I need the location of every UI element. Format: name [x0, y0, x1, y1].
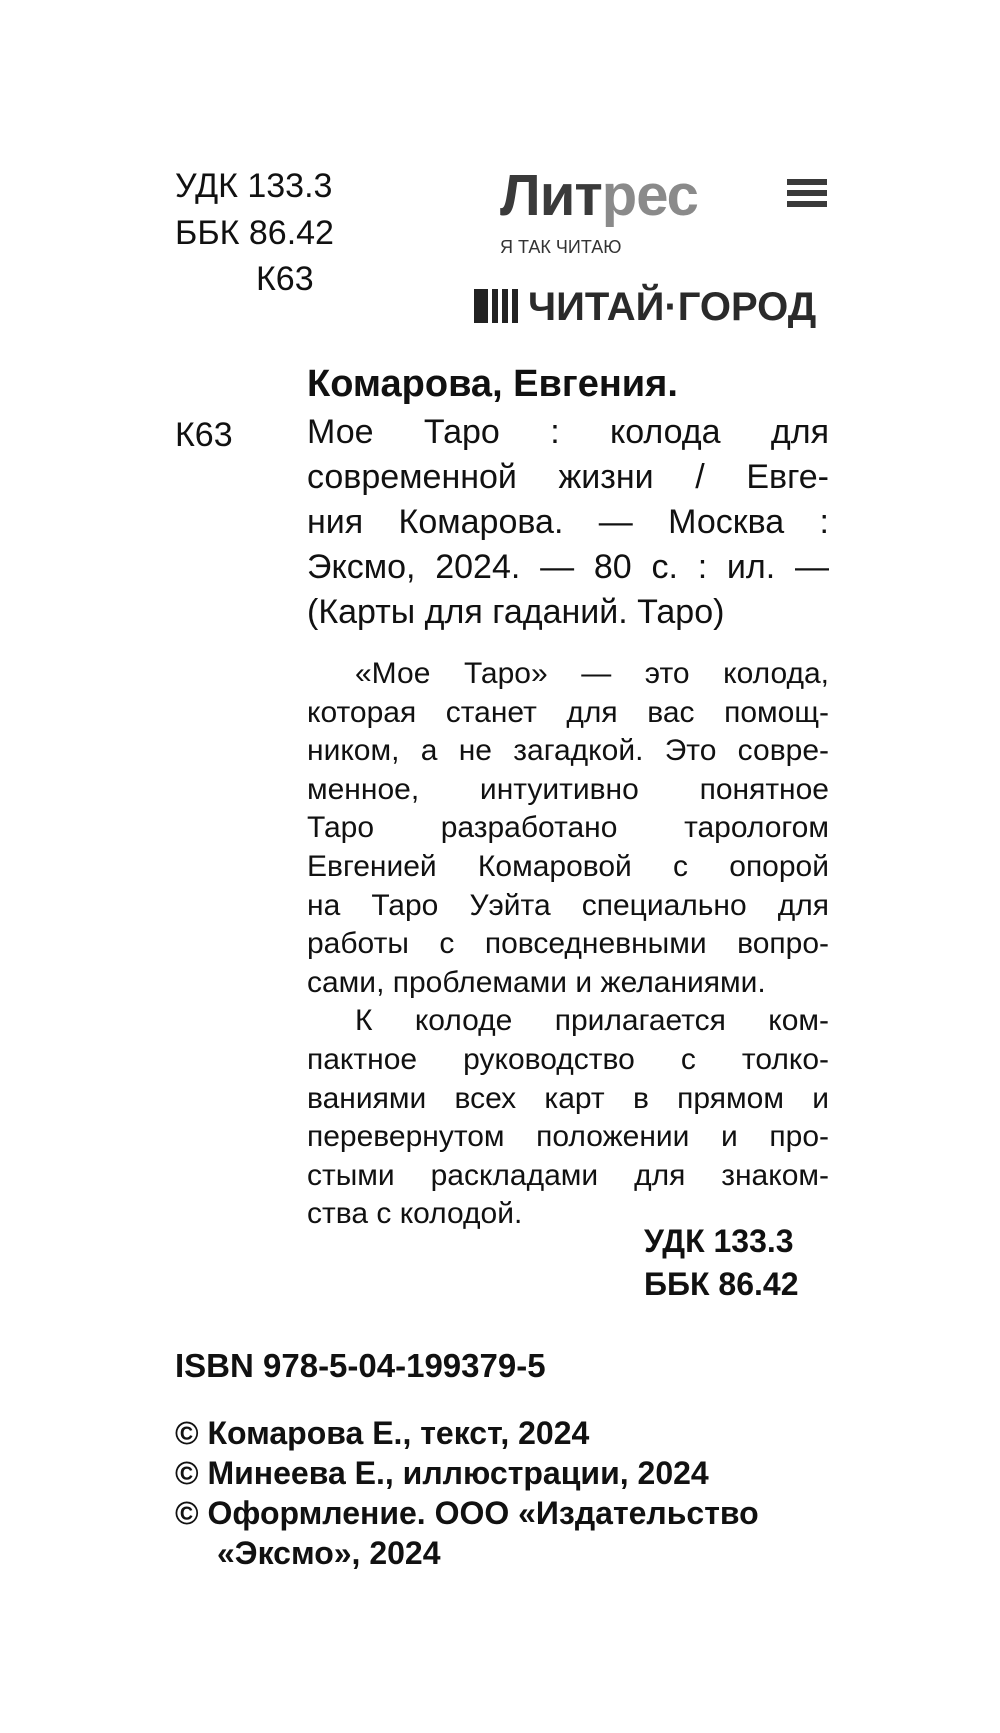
- chitai-gorod-logo: [474, 283, 834, 331]
- annotation-line: Евгенией Комаровой с опорой: [307, 849, 829, 883]
- litres-tagline: Я ТАК ЧИТАЮ: [500, 237, 622, 257]
- copyright-line: © Оформление. ООО «Издательство: [175, 1495, 759, 1531]
- litres-bars-icon: [787, 179, 827, 213]
- isbn: ISBN 978-5-04-199379-5: [175, 1347, 546, 1384]
- annotation-line: на Таро Уэйта специально для: [307, 888, 829, 922]
- description-line: Эксмо, 2024. — 80 с. : ил. —: [307, 548, 829, 586]
- description-line: современной жизни / Евге-: [307, 458, 829, 496]
- annotation-line: стыми раскладами для знаком-: [307, 1158, 829, 1192]
- chitai-gorod-mark-icon: [474, 289, 524, 323]
- annotation-line: Таро разработано тарологом: [307, 811, 829, 845]
- annotation-line: работы с повседневными вопро-: [307, 927, 829, 961]
- bibliographic-description: [307, 410, 829, 635]
- udk-code: УДК 133.3: [175, 167, 333, 205]
- author-sign: К63: [256, 260, 314, 298]
- bottom-bbk-code: ББК 86.42: [644, 1266, 799, 1302]
- description-line: Мое Таро : колода для: [307, 413, 829, 451]
- copyright-line: «Эксмо», 2024: [217, 1535, 441, 1571]
- copyright-block: [175, 1413, 759, 1573]
- bottom-classification: [644, 1220, 799, 1306]
- chitai-gorod-wordmark: ЧИТАЙ·ГОРОД: [528, 285, 817, 329]
- annotation-line: ства с колодой.: [307, 1197, 523, 1231]
- annotation-line: пактное руководство с толко-: [307, 1042, 829, 1076]
- author-heading: Комарова, Евгения.: [307, 363, 678, 405]
- annotation-line: ником, а не загадкой. Это совре-: [307, 734, 829, 768]
- copyright-line: © Комарова Е., текст, 2024: [175, 1415, 590, 1451]
- description-line: (Карты для гаданий. Таро): [307, 593, 725, 631]
- litres-logo: [500, 163, 830, 228]
- litres-wordmark: Литрес: [500, 163, 698, 228]
- annotation-line: «Мое Таро» — это колода,: [355, 657, 829, 690]
- annotation-line: которая станет для вас помощ-: [307, 695, 829, 729]
- annotation-line: К колоде прилагается ком-: [355, 1004, 829, 1038]
- entry-author-sign: К63: [175, 416, 233, 454]
- bbk-code: ББК 86.42: [175, 214, 334, 252]
- annotation-line: ваниями всех карт в прямом и: [307, 1081, 829, 1115]
- annotation-line: перевернутом положении и про-: [307, 1120, 829, 1154]
- copyright-line: © Минеева Е., иллюстрации, 2024: [175, 1455, 709, 1491]
- description-line: ния Комарова. — Москва :: [307, 503, 829, 541]
- bottom-udk-code: УДК 133.3: [644, 1223, 794, 1259]
- annotation-line: менное, интуитивно понятное: [307, 772, 829, 806]
- annotation: [307, 655, 829, 1234]
- annotation-line: сами, проблемами и желаниями.: [307, 965, 766, 999]
